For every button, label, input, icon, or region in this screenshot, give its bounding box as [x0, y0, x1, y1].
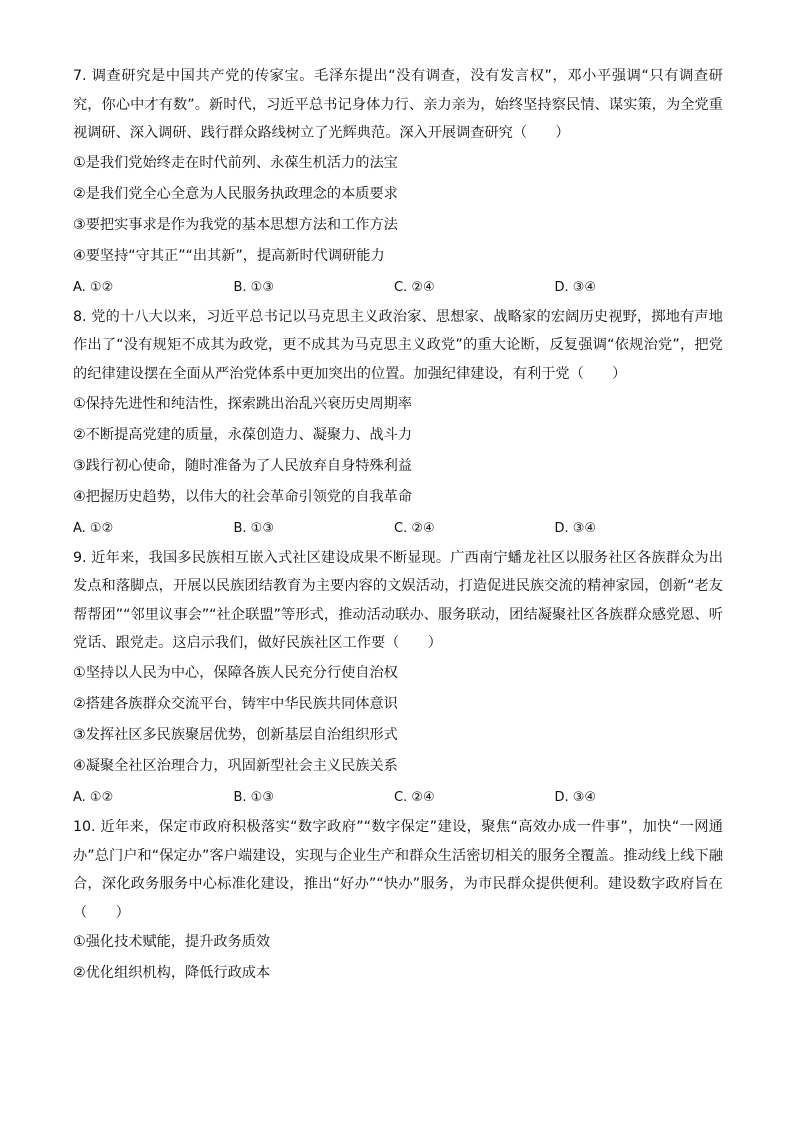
choice-a[interactable]: A. ①②: [73, 520, 114, 536]
question-number: 8.: [73, 308, 87, 325]
question-9: [73, 544, 723, 813]
choice-c[interactable]: C. ②④: [394, 279, 435, 295]
question-7: [73, 62, 723, 303]
option-4: ④要坚持“守其正”“出其新”，提高新时代调研能力: [73, 247, 385, 264]
choice-c[interactable]: C. ②④: [394, 520, 435, 536]
choice-b[interactable]: B. ①③: [233, 520, 274, 536]
question-text: 近年来，保定市政府积极落实“数字政府”“数字保定”建设，聚焦“高效办成一件事”，加快“一网通办”总门户和“保定办”客户端建设，实现与企业生产和群众生活密切相关的服务全覆盖。推动线上线下融合，深化政务服务中心标准化建设，推出“好办”“快办”服务，为市民群众提供便利。建设数字政府旨在（ ）: [73, 818, 723, 921]
option-3: ③践行初心使命，随时准备为了人民放弃自身特殊利益: [73, 457, 413, 474]
question-stem: [73, 544, 723, 658]
option-1: ①保持先进性和纯洁性，探索跳出治乱兴衰历史周期率: [73, 395, 413, 412]
choice-a[interactable]: A. ①②: [73, 279, 114, 295]
question-stem: [73, 813, 723, 927]
exam-page: [73, 62, 723, 989]
choice-b[interactable]: B. ①③: [233, 279, 274, 295]
choice-d[interactable]: D. ③④: [554, 520, 597, 536]
option-1: ①是我们党始终走在时代前列、永葆生机活力的法宝: [73, 154, 398, 171]
choice-a[interactable]: A. ①②: [73, 789, 114, 805]
answer-choices: [73, 513, 723, 544]
question-8: [73, 303, 723, 544]
option-3: ③发挥社区多民族聚居优势，创新基层自治组织形式: [73, 726, 398, 743]
question-number: 9.: [73, 549, 87, 566]
option-1: ①坚持以人民为中心，保障各族人民充分行使自治权: [73, 664, 398, 681]
question-text: 党的十八大以来，习近平总书记以马克思主义政治家、思想家、战略家的宏阔历史视野，掷地有声地作出了“没有规矩不成其为政党，更不成其为马克思主义政党”的重大论断，反复强调“依规治党”，把党的纪律建设摆在全面从严治党体系中更加突出的位置。加强纪律建设，有利于党（ ）: [73, 308, 723, 382]
option-3: ③要把实事求是作为我党的基本思想方法和工作方法: [73, 216, 398, 233]
answer-choices: [73, 272, 723, 303]
option-2: ②搭建各族群众交流平台，铸牢中华民族共同体意识: [73, 695, 398, 712]
question-10: [73, 813, 723, 989]
option-2: ②是我们党全心全意为人民服务执政理念的本质要求: [73, 185, 398, 202]
choice-d[interactable]: D. ③④: [554, 279, 597, 295]
question-stem: [73, 303, 723, 389]
option-1: ①强化技术赋能，提升政务质效: [73, 934, 271, 951]
answer-choices: [73, 782, 723, 813]
question-number: 7.: [73, 68, 87, 84]
question-stem: [73, 62, 723, 148]
option-2: ②不断提高党建的质量，永葆创造力、凝聚力、战斗力: [73, 426, 413, 443]
choice-c[interactable]: C. ②④: [394, 789, 435, 805]
choice-b[interactable]: B. ①③: [233, 789, 274, 805]
question-text: 近年来，我国多民族相互嵌入式社区建设成果不断显现。广西南宁蟠龙社区以服务社区各族群众为出发点和落脚点，开展以民族团结教育为主要内容的文娱活动，打造促进民族交流的精神家园，创新“老友帮帮团”“邻里议事会”“社企联盟”等形式，推动活动联办、服务联动，团结凝聚社区各族群众感党恩、听党话、跟党走。这启示我们，做好民族社区工作要（ ）: [73, 549, 723, 652]
option-4: ④把握历史趋势，以伟大的社会革命引领党的自我革命: [73, 488, 413, 505]
choice-d[interactable]: D. ③④: [554, 789, 597, 805]
question-number: 10.: [73, 818, 96, 835]
question-text: 调查研究是中国共产党的传家宝。毛泽东提出“没有调查，没有发言权”，邓小平强调“只有调查研究，你心中才有数”。新时代，习近平总书记身体力行、亲力亲为，始终坚持察民情、谋实策，为全党重视调研、深入调研、践行群众路线树立了光辉典范。深入开展调查研究（ ）: [73, 68, 723, 142]
option-2: ②优化组织机构，降低行政成本: [73, 965, 271, 982]
option-4: ④凝聚全社区治理合力，巩固新型社会主义民族关系: [73, 757, 398, 774]
